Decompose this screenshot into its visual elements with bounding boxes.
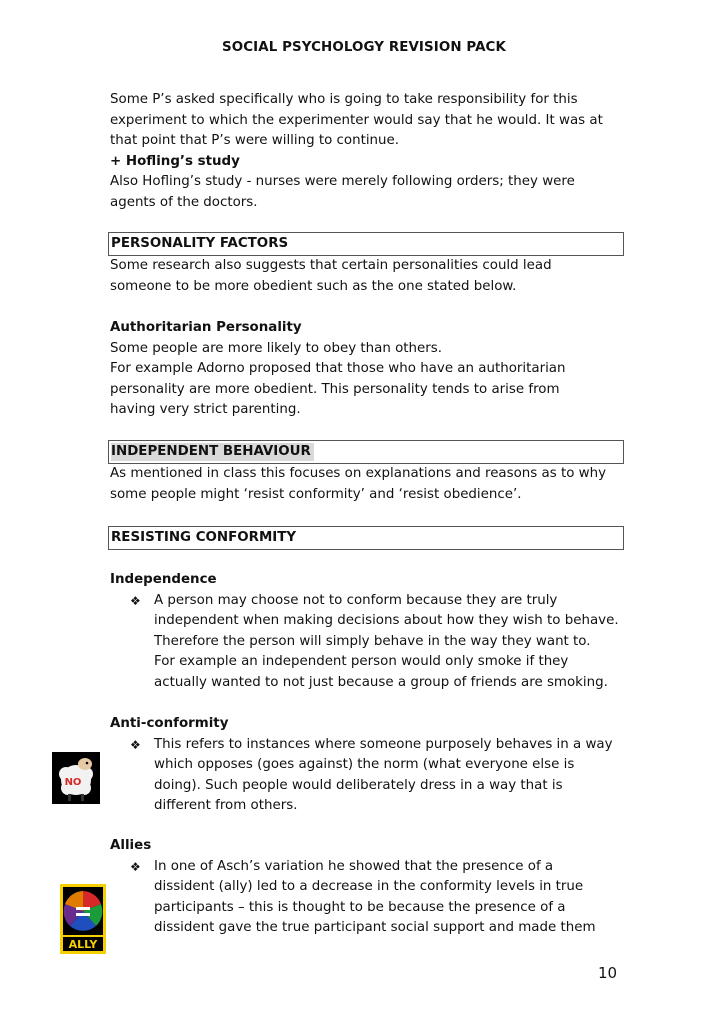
section-heading-resisting: RESISTING CONFORMITY xyxy=(111,530,297,545)
ally-icon-text: ALLY xyxy=(68,938,98,951)
hofling-line: agents of the doctors. xyxy=(110,194,258,210)
anti-conformity-line: which opposes (goes against) the norm (what everyone else is xyxy=(154,757,575,773)
hofling-heading: + Hofling’s study xyxy=(110,153,240,169)
authoritarian-paragraph xyxy=(110,318,630,421)
independence-heading: Independence xyxy=(110,572,217,587)
independent-line: some people might ‘resist conformity’ and ‘resist obedience’. xyxy=(110,486,522,502)
allies-line: In one of Asch’s variation he showed that the presence of a xyxy=(154,858,554,874)
section-heading-independent: INDEPENDENT BEHAVIOUR xyxy=(111,443,314,461)
diamond-bullet-icon: ❖ xyxy=(130,859,141,874)
allies-section xyxy=(110,836,630,939)
no-icon-text: NO xyxy=(64,777,82,788)
section-box-resisting xyxy=(108,526,624,550)
section-heading-personality: PERSONALITY FACTORS xyxy=(111,236,289,251)
intro-line: that point that P’s were willing to continue. xyxy=(110,133,400,149)
section-box-independent xyxy=(108,440,624,464)
independent-paragraph xyxy=(110,464,630,505)
authoritarian-line: having very strict parenting. xyxy=(110,402,301,418)
anti-conformity-section xyxy=(110,714,630,817)
hofling-line: Also Hofling’s study - nurses were merely following orders; they were xyxy=(110,174,575,190)
independence-line: A person may choose not to conform because they are truly xyxy=(154,592,558,608)
authoritarian-line: personality are more obedient. This personality tends to arise from xyxy=(110,381,560,397)
section-box-personality xyxy=(108,232,624,256)
allies-bullet xyxy=(110,857,630,939)
personality-line: Some research also suggests that certain personalities could lead xyxy=(110,258,552,273)
anti-conformity-bullet xyxy=(110,735,630,817)
authoritarian-line: For example Adorno proposed that those who have an authoritarian xyxy=(110,361,566,377)
authoritarian-heading: Authoritarian Personality xyxy=(110,320,302,335)
intro-paragraph xyxy=(110,90,630,214)
anti-conformity-line: doing). Such people would deliberately dress in a way that is xyxy=(154,777,563,793)
anti-conformity-heading: Anti-conformity xyxy=(110,716,229,731)
authoritarian-line: Some people are more likely to obey than others. xyxy=(110,340,442,356)
personality-line: someone to be more obedient such as the one stated below. xyxy=(110,278,517,294)
allies-line: dissident gave the true participant social support and made them xyxy=(154,920,596,936)
independence-bullet xyxy=(110,591,630,694)
personality-paragraph xyxy=(110,256,630,297)
anti-conformity-line: This refers to instances where someone purposely behaves in a way xyxy=(154,736,613,752)
allies-line: participants – this is thought to be because the presence of a xyxy=(154,899,566,915)
independence-line: independent when making decisions about how they wish to behave. xyxy=(154,613,619,629)
page-number: 10 xyxy=(598,964,618,982)
allies-line: dissident (ally) led to a decrease in the conformity levels in true xyxy=(154,879,584,895)
intro-line: Some P’s asked specifically who is going to take responsibility for this xyxy=(110,92,578,107)
diamond-bullet-icon: ❖ xyxy=(130,593,141,608)
independence-section xyxy=(110,570,630,694)
independence-line: For example an independent person would only smoke if they xyxy=(154,654,569,670)
independence-line: actually wanted to not just because a group of friends are smoking. xyxy=(154,674,608,690)
no-sheep-icon xyxy=(52,752,100,804)
diamond-bullet-icon: ❖ xyxy=(130,737,141,752)
allies-heading: Allies xyxy=(110,838,152,853)
independence-line: Therefore the person will simply behave in the way they want to. xyxy=(154,633,591,649)
ally-icon xyxy=(60,884,106,954)
intro-line: experiment to which the experimenter would say that he would. It was at xyxy=(110,112,603,128)
page-title: SOCIAL PSYCHOLOGY REVISION PACK xyxy=(222,40,506,55)
anti-conformity-line: different from others. xyxy=(154,798,298,814)
independent-line: As mentioned in class this focuses on explanations and reasons as to why xyxy=(110,466,607,481)
